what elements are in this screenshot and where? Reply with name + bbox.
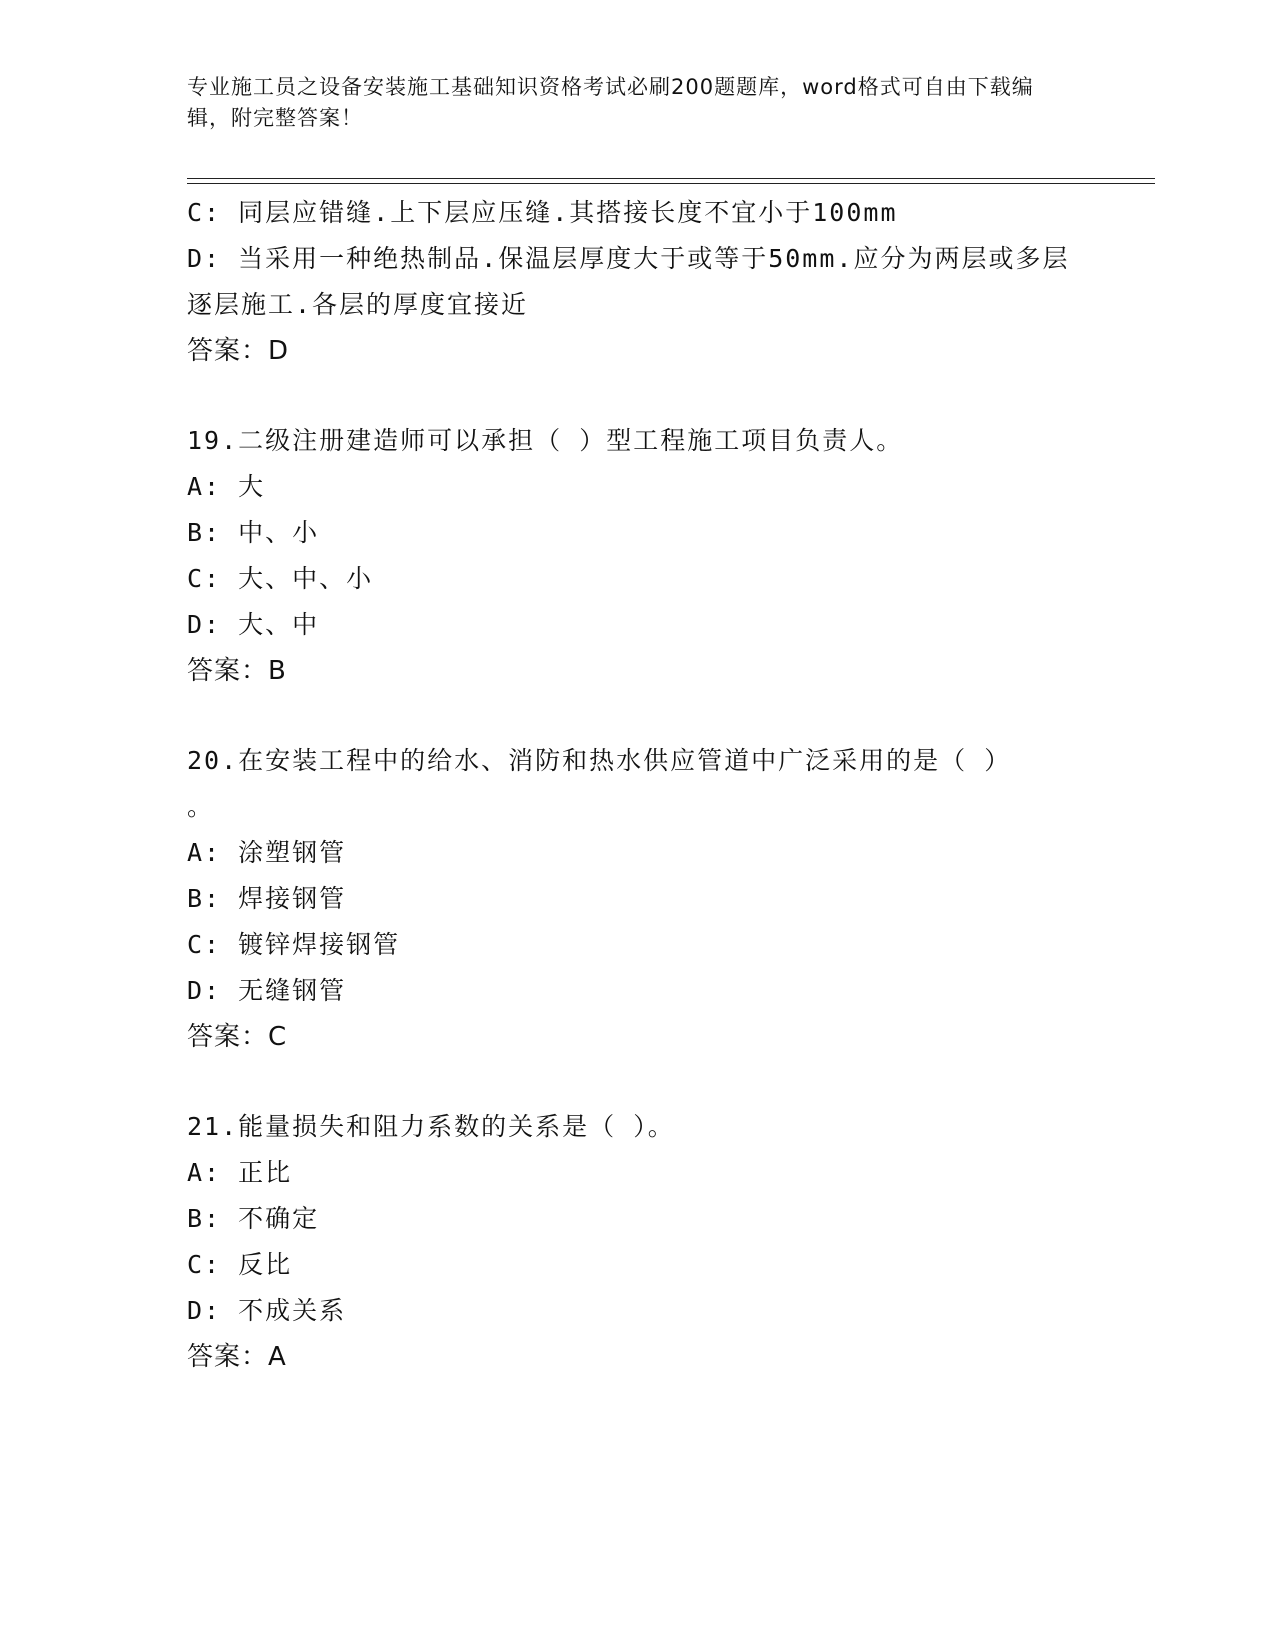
q19-option-c: C: 大、中、小 (187, 564, 374, 593)
q19-answer: 答案：B (187, 656, 287, 686)
q18-option-c: C: 同层应错缝.上下层应压缝.其搭接长度不宜小于100mm (187, 198, 898, 227)
q21-question: 21.能量损失和阻力系数的关系是（ ）。 (187, 1112, 675, 1141)
q21-option-a: A: 正比 (187, 1158, 293, 1187)
q20-answer: 答案：C (187, 1022, 288, 1052)
q19-question: 19.二级注册建造师可以承担（ ）型工程施工项目负责人。 (187, 426, 904, 455)
q20-option-d: D: 无缝钢管 (187, 976, 347, 1005)
question-21-block (187, 1104, 1107, 1380)
q18-answer: 答案：D (187, 336, 290, 366)
q21-option-d: D: 不成关系 (187, 1296, 347, 1325)
header-rule-top (187, 178, 1155, 179)
question-18-block (187, 190, 1107, 374)
q20-question-continuation: 。 (187, 792, 215, 821)
q20-option-b: B: 焊接钢管 (187, 884, 347, 913)
q20-option-a: A: 涂塑钢管 (187, 838, 347, 867)
document-header: 专业施工员之设备安装施工基础知识资格考试必刷200题题库，word格式可自由下载编辑，附完整答案！ (187, 75, 1034, 130)
q19-option-d: D: 大、中 (187, 610, 320, 639)
q21-answer: 答案：A (187, 1342, 287, 1372)
q19-option-b: B: 中、小 (187, 518, 320, 547)
q20-option-c: C: 镀锌焊接钢管 (187, 930, 401, 959)
q20-question: 20.在安装工程中的给水、消防和热水供应管道中广泛采用的是（ ） (187, 746, 1012, 775)
q21-option-b: B: 不确定 (187, 1204, 320, 1233)
question-20-block (187, 738, 1107, 1060)
q21-option-c: C: 反比 (187, 1250, 293, 1279)
question-19-block (187, 418, 1107, 694)
header-rule-bottom (187, 183, 1155, 184)
q18-option-d: D: 当采用一种绝热制品.保温层厚度大于或等于50mm.应分为两层或多层逐层施工.各层的厚度宜接近 (187, 244, 1070, 319)
document-body (187, 190, 1107, 1380)
q19-option-a: A: 大 (187, 472, 266, 501)
